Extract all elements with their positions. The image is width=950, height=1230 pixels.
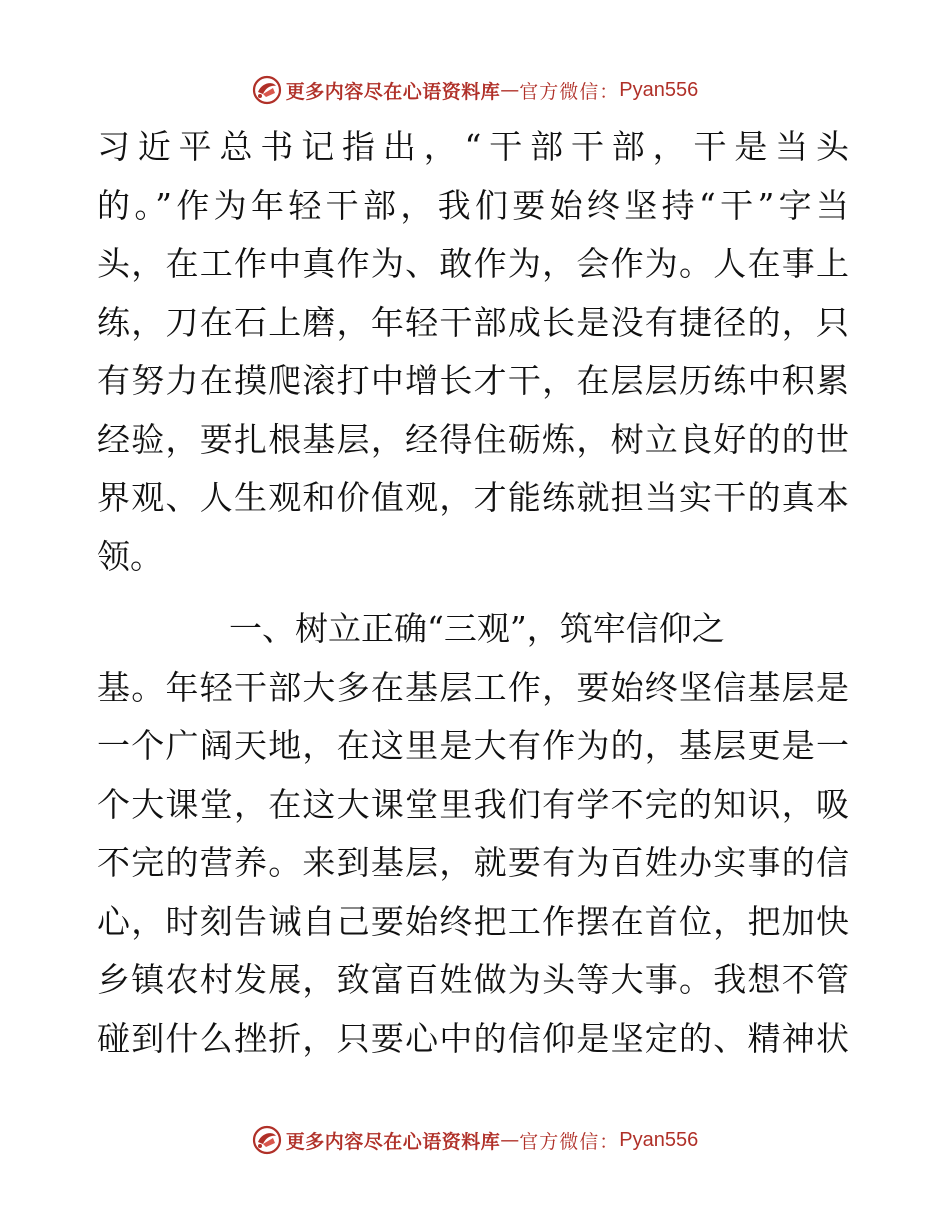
banner-title: 更多内容尽在心语资料库 [285, 1130, 501, 1153]
body-line-10: 基。年轻干部大多在基层工作，要始终坚信基层是 [97, 668, 849, 707]
brand-logo-icon [252, 1125, 282, 1155]
footer-banner [0, 1120, 950, 1160]
body-line-11: 一个广阔天地，在这里是大有作为的，基层更是一 [97, 726, 849, 765]
body-line-15: 乡镇农村发展，致富百姓做为头等大事。我想不管 [97, 960, 849, 999]
banner-title: 更多内容尽在心语资料库 [285, 80, 501, 103]
banner-contact-label: 官方微信： [519, 80, 620, 103]
body-line-2: 的。”作为年轻干部，我们要始终坚持“干”字当 [97, 186, 849, 225]
body-line-16: 碰到什么挫折，只要心中的信仰是坚定的、精神状 [97, 1019, 849, 1058]
body-line-13: 不完的营养。来到基层，就要有为百姓办实事的信 [97, 843, 849, 882]
body-line-7: 界观、人生观和价值观，才能练就担当实干的真本 [97, 478, 849, 517]
body-line-8: 领。 [97, 537, 163, 576]
body-line-1: 习近平总书记指出，“干部干部，干是当头 [97, 127, 849, 166]
body-line-14: 心，时刻告诫自己要始终把工作摆在首位，把加快 [97, 902, 849, 941]
banner-separator: — [500, 79, 520, 101]
body-line-3: 头，在工作中真作为、敢作为，会作为。人在事上 [97, 244, 849, 283]
banner-contact-id: Pyan556 [619, 78, 699, 101]
section-heading-line: 一、树立正确“三观”，筑牢信仰之 [97, 609, 725, 648]
header-banner [0, 70, 950, 110]
banner-contact-label: 官方微信： [519, 1130, 620, 1153]
body-line-5: 有努力在摸爬滚打中增长才干，在层层历练中积累 [97, 361, 849, 400]
body-line-12: 个大课堂，在这大课堂里我们有学不完的知识，吸 [97, 785, 849, 824]
brand-logo-icon [252, 75, 282, 105]
banner-separator: — [500, 1129, 520, 1151]
banner-contact-id: Pyan556 [619, 1128, 699, 1151]
body-line-6: 经验，要扎根基层，经得住砺炼，树立良好的的世 [97, 420, 849, 459]
body-line-4: 练，刀在石上磨，年轻干部成长是没有捷径的，只 [97, 303, 849, 342]
